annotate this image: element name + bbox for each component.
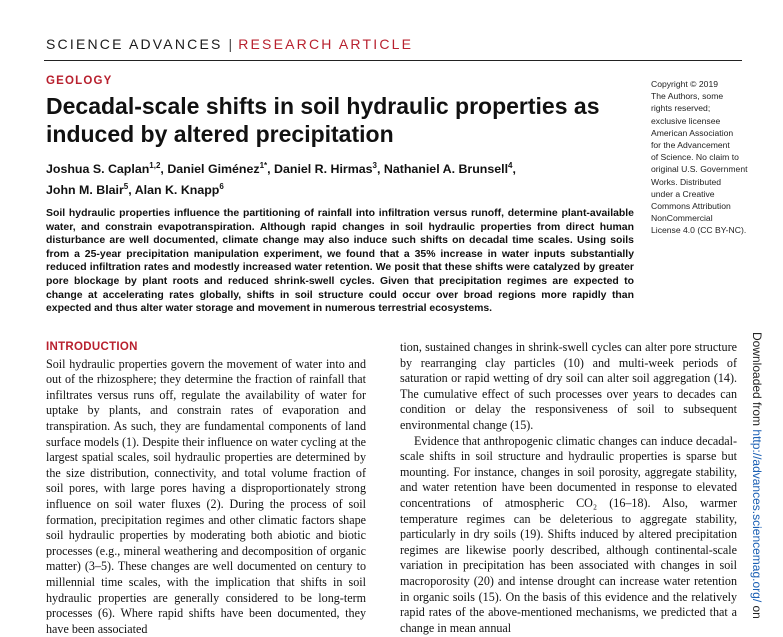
author[interactable]: Alan K. Knapp$^6$	[134, 182, 224, 198]
copyright-notice: Copyright © 2019 The Authors, some rights reserved; exclusive licensee American Association for the Advancement of Science. No claim to original U.S. Government Works. Distributed under a Creative Commons Attribution NonCommercial License 4.0 (CC BY-NC).	[651, 79, 748, 236]
body-paragraph: Evidence that anthropogenic climatic changes can induce decadal-scale shifts in soil structure and hydraulic properties is sparse but mounting. For instance, changes in soil porosity, aggregate stability, and water retention have been documented in response to elevated concentrations of atmospheric CO₂ (16–18). Also, warmer temperature regimes can be deleterious to aggregate stability, particularly in dry soils (19). Shifts induced by altered precipitation regimes are likewise poorly described, although continental-scale variation in precipitation has been associated with changes in soil macroporosity (20) and intense drought can increase water retention in organic soils (15). On the basis of this evidence and the relatively rapid rates of the above-mentioned mechanisms, we predicted that a change in mean annual	[400, 433, 737, 635]
download-banner	[748, 332, 770, 619]
author[interactable]: Daniel Giménez$^{1*}$	[167, 161, 268, 177]
header-separator: |	[228, 36, 233, 52]
journal-name: SCIENCE ADVANCES	[46, 36, 223, 52]
download-suffix: on	[750, 602, 764, 619]
abstract-text: Soil hydraulic properties influence the partitioning of rainfall into infiltration versus runoff, determine plant-available water, and constrain evapotranspiration. Although rapid changes in soil hydraulic properties from direct human disturbance are well documented, climate change may also induce such shifts on decadal time scales. Using soils from a 25-year precipitation manipulation experiment, we found that a 35% increase in water inputs substantially reduced infiltration rates and modestly increased water retention. We posit that these shifts were catalyzed by greater pore blockage by plant roots and reduced shrink-swell cycles. Given that precipitation regimes are expected to change at accelerating rates globally, shifts in soil structure could occur over broad regions more rapidly than expected and thus alter water storage and movement in numerous terrestrial ecosystems.	[46, 208, 634, 315]
author[interactable]: Daniel R. Hirmas$^3$	[274, 161, 377, 177]
author[interactable]: Nathaniel A. Brunsell$^4$	[383, 161, 513, 177]
body-paragraph: tion, sustained changes in shrink-swell cycles can alter pore structure by rearranging clay particles (10) and multi-week periods of saturation or rapid wetting of dry soil can alter soil aggregation (14). The cumulative effect of such processes over years to decades can condition or delay the responsiveness of soil to subsequent environmental change (15).	[400, 340, 737, 432]
section-heading-introduction: INTRODUCTION	[46, 341, 138, 353]
abstract	[46, 207, 634, 316]
section-label: RESEARCH ARTICLE	[238, 36, 414, 52]
body-column-right	[400, 340, 737, 636]
journal-header	[46, 36, 413, 52]
author-list: Joshua S. Caplan$^{1,2}$, Daniel Giménez$^{1*}$, Daniel R. Hirmas$^3$, Nathaniel A. Brunsell$^4$, John M. Blair$^5$, Alan K. Knapp$^6$	[46, 161, 516, 198]
author[interactable]: John M. Blair$^5$	[46, 182, 129, 198]
article-title: Decadal-scale shifts in soil hydraulic properties as induced by altered precipitation	[46, 93, 600, 147]
body-column-left	[46, 340, 366, 637]
author[interactable]: Joshua S. Caplan$^{1,2}$	[46, 161, 161, 177]
subject-label: GEOLOGY	[46, 75, 113, 87]
download-link[interactable]: http://advances.sciencemag.org/	[750, 429, 764, 603]
download-prefix: Downloaded from	[750, 332, 764, 430]
header-rule	[44, 60, 742, 61]
body-paragraph: Soil hydraulic properties govern the movement of water into and out of the rhizosphere; they determine the fraction of rainfall that infiltrates versus runs off, regulate the availability of water for uptake by plants, and constrain rates of evaporation and transpiration. As such, they are fundamental components of land surface models (1). Despite their influence on water cycling at the largest spatial scales, soil hydraulic properties are determined by the size distribution, connectivity, and total volume fraction of soil pores, with large pores having a disproportionately strong influence on soil water fluxes (2). During the process of soil formation, precipitation regimes and other climatic factors shape soil hydraulic properties by moderating both abiotic and biotic processes (e.g., mineral weathering and decomposition of organic matter) (3–5). These changes are well documented on century to millennial time scales, with the implication that shifts in soil hydraulic properties are generally considered to be long-term processes (6). Where rapid shifts have been documented, they have been associated	[46, 356, 366, 636]
